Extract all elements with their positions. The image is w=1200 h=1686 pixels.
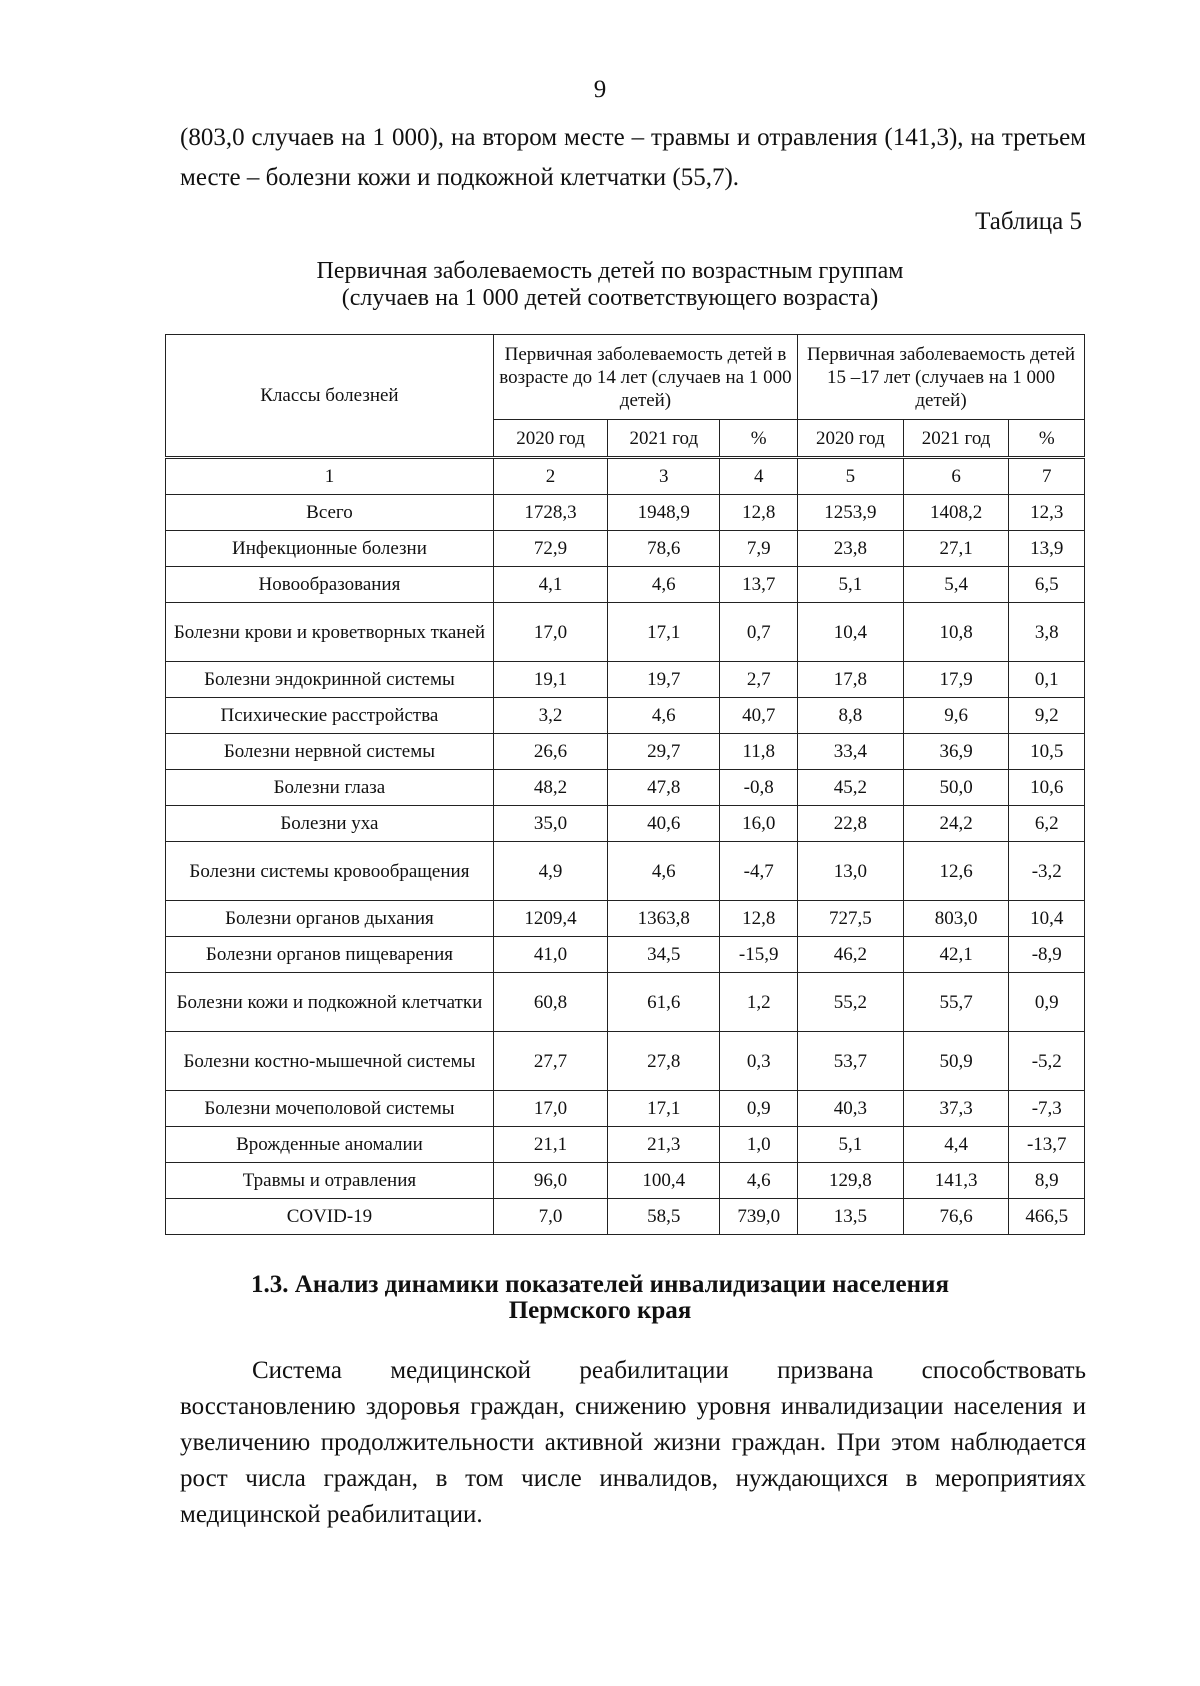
intro-paragraph: (803,0 случаев на 1 000), на втором месте – травмы и отравления (141,3), на третьем месте – болезни кожи и подкожной клетчатки (55,7). bbox=[180, 124, 1086, 191]
disease-class-cell: Всего bbox=[166, 495, 494, 531]
value-cell: 40,6 bbox=[608, 806, 720, 842]
value-cell: 23,8 bbox=[798, 531, 904, 567]
value-cell: 12,8 bbox=[720, 495, 798, 531]
disease-class-cell: Психические расстройства bbox=[166, 698, 494, 734]
value-cell: 17,1 bbox=[608, 603, 720, 662]
value-cell: 129,8 bbox=[798, 1163, 904, 1199]
value-cell: 42,1 bbox=[903, 937, 1009, 973]
value-cell: 5,1 bbox=[798, 1127, 904, 1163]
disease-class-cell: Новообразования bbox=[166, 567, 494, 603]
disease-class-cell: Болезни кожи и подкожной клетчатки bbox=[166, 973, 494, 1032]
header-year: 2021 год bbox=[903, 420, 1009, 458]
value-cell: 12,6 bbox=[903, 842, 1009, 901]
value-cell: 141,3 bbox=[903, 1163, 1009, 1199]
table-title-line-1: Первичная заболеваемость детей по возрастным группам bbox=[316, 258, 904, 284]
value-cell: 4,6 bbox=[720, 1163, 798, 1199]
value-cell: 55,7 bbox=[903, 973, 1009, 1032]
value-cell: 6,5 bbox=[1009, 567, 1085, 603]
value-cell: 12,8 bbox=[720, 901, 798, 937]
column-number: 3 bbox=[608, 458, 720, 495]
value-cell: 2,7 bbox=[720, 662, 798, 698]
value-cell: 1728,3 bbox=[493, 495, 607, 531]
morbidity-table bbox=[165, 334, 1085, 1235]
value-cell: 47,8 bbox=[608, 770, 720, 806]
value-cell: 0,3 bbox=[720, 1032, 798, 1091]
value-cell: -15,9 bbox=[720, 937, 798, 973]
value-cell: 12,3 bbox=[1009, 495, 1085, 531]
column-number: 5 bbox=[798, 458, 904, 495]
value-cell: 46,2 bbox=[798, 937, 904, 973]
value-cell: 803,0 bbox=[903, 901, 1009, 937]
value-cell: 4,4 bbox=[903, 1127, 1009, 1163]
value-cell: 11,8 bbox=[720, 734, 798, 770]
table-row bbox=[166, 842, 1085, 901]
table-row bbox=[166, 973, 1085, 1032]
table-row bbox=[166, 734, 1085, 770]
header-disease-classes: Классы болезней bbox=[166, 335, 494, 458]
disease-class-cell: Болезни органов дыхания bbox=[166, 901, 494, 937]
table-row bbox=[166, 531, 1085, 567]
value-cell: 1,0 bbox=[720, 1127, 798, 1163]
value-cell: 58,5 bbox=[608, 1199, 720, 1235]
value-cell: 3,2 bbox=[493, 698, 607, 734]
disease-class-cell: Травмы и отравления bbox=[166, 1163, 494, 1199]
value-cell: 0,9 bbox=[720, 1091, 798, 1127]
value-cell: 50,0 bbox=[903, 770, 1009, 806]
value-cell: 45,2 bbox=[798, 770, 904, 806]
value-cell: 41,0 bbox=[493, 937, 607, 973]
disease-class-cell: Болезни системы кровообращения bbox=[166, 842, 494, 901]
value-cell: 16,0 bbox=[720, 806, 798, 842]
value-cell: 53,7 bbox=[798, 1032, 904, 1091]
value-cell: 1209,4 bbox=[493, 901, 607, 937]
disease-class-cell: Врожденные аномалии bbox=[166, 1127, 494, 1163]
table-title bbox=[250, 258, 970, 312]
value-cell: 10,8 bbox=[903, 603, 1009, 662]
value-cell: 8,9 bbox=[1009, 1163, 1085, 1199]
value-cell: 37,3 bbox=[903, 1091, 1009, 1127]
table-row bbox=[166, 1091, 1085, 1127]
table-row bbox=[166, 937, 1085, 973]
value-cell: 727,5 bbox=[798, 901, 904, 937]
table-row bbox=[166, 698, 1085, 734]
section-heading bbox=[0, 1272, 1200, 1324]
disease-class-cell: COVID-19 bbox=[166, 1199, 494, 1235]
header-year: 2020 год bbox=[493, 420, 607, 458]
value-cell: 4,9 bbox=[493, 842, 607, 901]
table-row bbox=[166, 1127, 1085, 1163]
value-cell: 7,9 bbox=[720, 531, 798, 567]
column-number: 2 bbox=[493, 458, 607, 495]
value-cell: 34,5 bbox=[608, 937, 720, 973]
page-number: 9 bbox=[593, 76, 607, 103]
column-number: 1 bbox=[166, 458, 494, 495]
value-cell: 10,6 bbox=[1009, 770, 1085, 806]
value-cell: 19,7 bbox=[608, 662, 720, 698]
value-cell: -8,9 bbox=[1009, 937, 1085, 973]
disease-class-cell: Болезни мочеполовой системы bbox=[166, 1091, 494, 1127]
value-cell: 27,8 bbox=[608, 1032, 720, 1091]
section-heading-line-1: 1.3. Анализ динамики показателей инвалидизации населения bbox=[251, 1271, 949, 1298]
value-cell: 9,2 bbox=[1009, 698, 1085, 734]
value-cell: 13,0 bbox=[798, 842, 904, 901]
table-row bbox=[166, 806, 1085, 842]
value-cell: 4,6 bbox=[608, 567, 720, 603]
value-cell: 4,6 bbox=[608, 842, 720, 901]
table-row bbox=[166, 603, 1085, 662]
table-row bbox=[166, 495, 1085, 531]
header-group-15-17: Первичная заболеваемость детей 15 –17 лет (случаев на 1 000 детей) bbox=[798, 335, 1085, 420]
value-cell: 7,0 bbox=[493, 1199, 607, 1235]
value-cell: 27,7 bbox=[493, 1032, 607, 1091]
value-cell: 1363,8 bbox=[608, 901, 720, 937]
value-cell: 1253,9 bbox=[798, 495, 904, 531]
value-cell: 5,1 bbox=[798, 567, 904, 603]
value-cell: 36,9 bbox=[903, 734, 1009, 770]
value-cell: 6,2 bbox=[1009, 806, 1085, 842]
value-cell: 26,6 bbox=[493, 734, 607, 770]
value-cell: 27,1 bbox=[903, 531, 1009, 567]
value-cell: 10,5 bbox=[1009, 734, 1085, 770]
value-cell: -4,7 bbox=[720, 842, 798, 901]
table-row bbox=[166, 901, 1085, 937]
value-cell: 78,6 bbox=[608, 531, 720, 567]
value-cell: 22,8 bbox=[798, 806, 904, 842]
header-year: 2021 год bbox=[608, 420, 720, 458]
value-cell: 48,2 bbox=[493, 770, 607, 806]
disease-class-cell: Болезни костно-мышечной системы bbox=[166, 1032, 494, 1091]
value-cell: 17,8 bbox=[798, 662, 904, 698]
column-number: 7 bbox=[1009, 458, 1085, 495]
value-cell: 0,7 bbox=[720, 603, 798, 662]
disease-class-cell: Болезни крови и кроветворных тканей bbox=[166, 603, 494, 662]
disease-class-cell: Болезни органов пищеварения bbox=[166, 937, 494, 973]
value-cell: 13,5 bbox=[798, 1199, 904, 1235]
value-cell: -7,3 bbox=[1009, 1091, 1085, 1127]
header-percent: % bbox=[1009, 420, 1085, 458]
column-number: 6 bbox=[903, 458, 1009, 495]
value-cell: 55,2 bbox=[798, 973, 904, 1032]
value-cell: 60,8 bbox=[493, 973, 607, 1032]
value-cell: 100,4 bbox=[608, 1163, 720, 1199]
value-cell: -13,7 bbox=[1009, 1127, 1085, 1163]
value-cell: 466,5 bbox=[1009, 1199, 1085, 1235]
disease-class-cell: Болезни эндокринной системы bbox=[166, 662, 494, 698]
table-row bbox=[166, 567, 1085, 603]
value-cell: 9,6 bbox=[903, 698, 1009, 734]
column-number: 4 bbox=[720, 458, 798, 495]
value-cell: 35,0 bbox=[493, 806, 607, 842]
value-cell: 17,0 bbox=[493, 603, 607, 662]
value-cell: 1948,9 bbox=[608, 495, 720, 531]
value-cell: 17,9 bbox=[903, 662, 1009, 698]
value-cell: 1408,2 bbox=[903, 495, 1009, 531]
value-cell: -0,8 bbox=[720, 770, 798, 806]
value-cell: 19,1 bbox=[493, 662, 607, 698]
table-row bbox=[166, 1032, 1085, 1091]
value-cell: 96,0 bbox=[493, 1163, 607, 1199]
value-cell: 72,9 bbox=[493, 531, 607, 567]
value-cell: 4,6 bbox=[608, 698, 720, 734]
value-cell: 4,1 bbox=[493, 567, 607, 603]
value-cell: 3,8 bbox=[1009, 603, 1085, 662]
header-year: 2020 год bbox=[798, 420, 904, 458]
value-cell: 33,4 bbox=[798, 734, 904, 770]
value-cell: 76,6 bbox=[903, 1199, 1009, 1235]
table-row bbox=[166, 770, 1085, 806]
value-cell: 739,0 bbox=[720, 1199, 798, 1235]
table-title-line-2: (случаев на 1 000 детей соответствующего возраста) bbox=[341, 285, 879, 311]
value-cell: 40,3 bbox=[798, 1091, 904, 1127]
value-cell: 29,7 bbox=[608, 734, 720, 770]
header-group-under-14: Первичная заболеваемость детей в возрасте до 14 лет (случаев на 1 000 детей) bbox=[493, 335, 797, 420]
value-cell: 13,9 bbox=[1009, 531, 1085, 567]
value-cell: 50,9 bbox=[903, 1032, 1009, 1091]
value-cell: 5,4 bbox=[903, 567, 1009, 603]
value-cell: -3,2 bbox=[1009, 842, 1085, 901]
value-cell: 8,8 bbox=[798, 698, 904, 734]
value-cell: 0,1 bbox=[1009, 662, 1085, 698]
value-cell: 24,2 bbox=[903, 806, 1009, 842]
value-cell: 10,4 bbox=[1009, 901, 1085, 937]
disease-class-cell: Болезни уха bbox=[166, 806, 494, 842]
value-cell: 17,0 bbox=[493, 1091, 607, 1127]
table-label: Таблица 5 bbox=[975, 208, 1082, 235]
value-cell: -5,2 bbox=[1009, 1032, 1085, 1091]
value-cell: 21,1 bbox=[493, 1127, 607, 1163]
value-cell: 17,1 bbox=[608, 1091, 720, 1127]
value-cell: 10,4 bbox=[798, 603, 904, 662]
disease-class-cell: Болезни нервной системы bbox=[166, 734, 494, 770]
value-cell: 21,3 bbox=[608, 1127, 720, 1163]
header-percent: % bbox=[720, 420, 798, 458]
value-cell: 61,6 bbox=[608, 973, 720, 1032]
section-heading-line-2: Пермского края bbox=[508, 1297, 692, 1324]
value-cell: 1,2 bbox=[720, 973, 798, 1032]
table-row bbox=[166, 1163, 1085, 1199]
table-row bbox=[166, 1199, 1085, 1235]
value-cell: 13,7 bbox=[720, 567, 798, 603]
value-cell: 40,7 bbox=[720, 698, 798, 734]
value-cell: 0,9 bbox=[1009, 973, 1085, 1032]
disease-class-cell: Болезни глаза bbox=[166, 770, 494, 806]
table-row bbox=[166, 662, 1085, 698]
disease-class-cell: Инфекционные болезни bbox=[166, 531, 494, 567]
body-paragraph: Система медицинской реабилитации призвана способствовать восстановлению здоровья граждан, снижению уровня инвалидизации населения и увеличению продолжительности активной жизни граждан. При этом наблюдается рост числа граждан, в том числе инвалидов, нуждающихся в мероприятиях медицинской реабилитации. bbox=[180, 1357, 1086, 1528]
